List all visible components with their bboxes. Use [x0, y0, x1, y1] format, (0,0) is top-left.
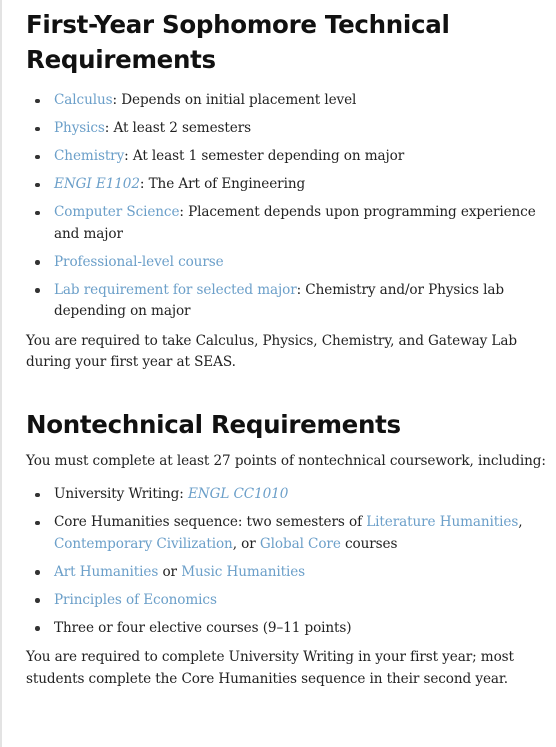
physics-link[interactable]: Physics	[54, 120, 105, 136]
nontechnical-intro: You must complete at least 27 points of nontechnical coursework, including:	[26, 452, 546, 469]
nontechnical-requirements-heading: Nontechnical Requirements	[26, 409, 401, 439]
core-courses-text: courses	[340, 535, 398, 552]
engl-cc1010-link[interactable]: ENGL CC1010	[187, 486, 289, 502]
contemporary-civilization-link[interactable]: Contemporary Civilization	[54, 535, 233, 552]
nontechnical-paragraph: You are required to complete University Writing in your first year; most students complete the Core Humanities sequence in their second year.	[26, 649, 514, 687]
list-item-computer-science	[54, 202, 546, 245]
professional-course-link[interactable]: Professional-level course	[54, 253, 224, 270]
lab-requirement-link[interactable]: Lab requirement for selected major	[54, 281, 297, 298]
arts-separator: or	[158, 563, 182, 580]
engi-e1102-link[interactable]: ENGI E1102	[54, 176, 140, 192]
computer-science-text: : Placement depends upon programming experience and major	[54, 204, 536, 242]
list-item-calculus	[54, 90, 546, 112]
technical-requirements-list	[26, 90, 546, 323]
list-item-engi-e1102	[54, 174, 546, 196]
art-humanities-link[interactable]: Art Humanities	[54, 563, 159, 580]
music-humanities-link[interactable]: Music Humanities	[181, 563, 306, 580]
chemistry-link[interactable]: Chemistry	[54, 148, 125, 164]
literature-humanities-link[interactable]: Literature Humanities	[366, 514, 519, 530]
global-core-link[interactable]: Global Core	[259, 535, 341, 552]
university-writing-text: University Writing:	[54, 486, 188, 502]
list-item-core-humanities	[54, 512, 546, 555]
engi-e1102-text: : The Art of Engineering	[139, 176, 306, 192]
core-separator-or: , or	[232, 535, 260, 552]
calculus-link[interactable]: Calculus	[54, 92, 113, 108]
list-item-physics	[54, 118, 546, 140]
chemistry-text: : At least 1 semester depending on major	[124, 148, 405, 164]
list-item-economics	[54, 590, 546, 612]
list-item-professional-course	[54, 252, 546, 274]
list-item-university-writing	[54, 484, 546, 506]
list-item-lab-requirement	[54, 280, 546, 323]
calculus-text: : Depends on initial placement level	[112, 92, 357, 108]
nontechnical-requirements-list	[26, 484, 546, 639]
computer-science-link[interactable]: Computer Science	[54, 204, 180, 220]
technical-heading-line1: First-Year Sophomore Technical	[26, 10, 450, 39]
list-item-arts	[54, 562, 546, 584]
physics-text: : At least 2 semesters	[104, 120, 251, 136]
technical-heading-line2: Requirements	[26, 45, 216, 74]
principles-of-economics-link[interactable]: Principles of Economics	[54, 591, 217, 608]
list-item-chemistry	[54, 146, 546, 168]
technical-requirements-heading	[26, 7, 546, 77]
core-separator-comma: ,	[518, 514, 523, 530]
technical-paragraph: You are required to take Calculus, Physics, Chemistry, and Gateway Lab during your first year at SEAS.	[26, 332, 517, 370]
electives-text: Three or four elective courses (9–11 points)	[54, 619, 352, 636]
list-item-electives	[54, 618, 546, 640]
core-humanities-text: Core Humanities sequence: two semesters of	[54, 514, 367, 530]
lab-requirement-text: : Chemistry and/or Physics lab depending on major	[54, 281, 505, 319]
